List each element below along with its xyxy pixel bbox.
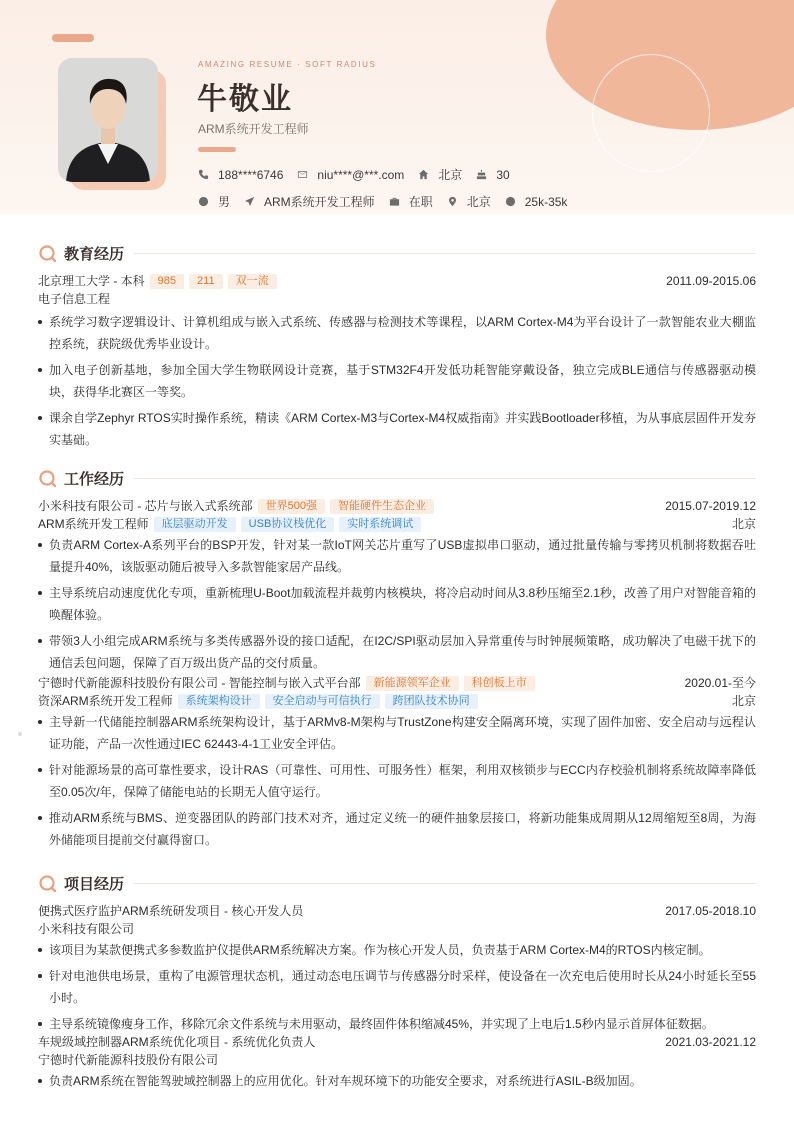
decorative-bar [52,34,94,42]
list-item: 负责ARM系统在智能驾驶域控制器上的应用优化。针对车规环境下的功能安全要求，对系统进行ASIL-B级加固。 [38,1070,756,1092]
magnifier-icon [38,243,58,263]
company-name: 宁德时代新能源科技股份有限公司 - 智能控制与嵌入式平台部 [38,676,361,690]
candidate-title: ARM系统开发工程师 [198,122,309,136]
company-tag: 智能硬件生态企业 [330,499,434,514]
home-text: 北京 [438,168,463,182]
job-company-row [38,497,756,515]
school-name: 北京理工大学 - 本科 [38,274,145,288]
school-tag: 211 [189,274,223,289]
company-name: 小米科技有限公司 - 芯片与嵌入式系统部 [38,499,253,513]
home-icon [418,169,429,180]
skill-tag: 系统架构设计 [178,694,260,709]
list-item: 主导系统启动速度优化专项，重新梳理U-Boot加载流程并裁剪内核模块，将冷启动时间从3.8秒压缩至2.1秒，改善了用户对智能音箱的唤醒体验。 [38,582,756,626]
list-item: 带领3人小组完成ARM系统与多类传感器外设的接口适配，在I2C/SPI驱动层加入异常重传与时钟展频策略，成功解决了电磁干扰下的通信丢包问题，保障了百万级出货产品的交付质量。 [38,630,756,674]
intent-info [244,193,375,210]
job-entry [38,497,756,674]
age-text: 30 [496,167,510,182]
job-date: 2020.01-至今 [684,676,756,690]
skill-tag: 底层驱动开发 [154,517,236,532]
project-company-row [38,920,756,938]
gender-info [198,193,230,210]
education-header [38,243,756,263]
contact-row [198,166,524,183]
work-section [38,468,756,855]
gender-text: 男 [218,195,231,209]
major-name: 电子信息工程 [38,292,111,306]
candidate-name: 牛敬业 [197,83,293,116]
job-company-row [38,674,756,692]
project-company: 小米科技有限公司 [38,922,135,936]
decorative-dot [18,732,22,736]
skill-tag: USB协议栈优化 [241,517,335,532]
cake-icon [476,169,487,180]
age-info [476,168,509,182]
skill-tag: 跨团队技术协同 [385,694,478,709]
gender-icon [198,196,209,207]
section-divider [134,883,756,884]
job-entry [38,674,756,851]
section-divider [134,253,756,254]
list-item: 针对电池供电场景，重构了电源管理状态机，通过动态电压调节与传感器分时采样，使设备在一次充电后使用时长从24小时延长至55小时。 [38,965,756,1009]
job-intent-row [198,193,581,210]
education-title: 教育经历 [64,245,125,263]
avatar-photo [58,58,158,182]
list-item: 主导系统镜像瘦身工作，移除冗余文件系统与未用驱动，最终固件体积缩减45%，并实现了上电后1.5秒内显示首屏体征数据。 [38,1013,756,1035]
project-company: 宁德时代新能源科技股份有限公司 [38,1053,219,1067]
projects-title: 项目经历 [64,875,125,893]
job-role-row [38,515,756,533]
projects-section [38,873,756,1096]
magnifier-icon [38,468,58,488]
skill-tag: 安全启动与可信执行 [265,694,380,709]
education-school-row [38,272,756,290]
resume-header [0,0,794,214]
salary-text: 25k-35k [524,194,568,209]
job-bullets [38,711,756,851]
job-city: 北京 [731,517,756,531]
salary-icon [505,196,516,207]
work-title: 工作经历 [64,470,125,488]
project-date: 2017.05-2018.10 [665,904,756,918]
job-date: 2015.07-2019.12 [665,499,756,513]
company-tag: 科创板上市 [464,676,535,691]
skill-tag: 实时系统调试 [339,517,421,532]
status-text: 在职 [408,195,433,209]
list-item: 针对能源场景的高可靠性要求，设计RAS（可靠性、可用性、可服务性）框架，利用双核锁步与ECC内存校验机制将系统故障率降低至0.05次/年，保障了储能电站的长期无人值守运行。 [38,759,756,803]
project-date: 2021.03-2021.12 [665,1035,756,1049]
school-tag: 985 [150,274,184,289]
role-name: ARM系统开发工程师 [38,517,149,531]
decorative-ring [592,54,710,172]
company-tag: 新能源领军企业 [366,676,459,691]
list-item: 该项目为某款便携式多参数监护仪提供ARM系统解决方案。作为核心开发人员，负责基于ARM Cortex-M4的RTOS内核定制。 [38,939,756,961]
status-info [389,193,433,210]
location-pin-icon [447,196,458,207]
project-entry [38,902,756,1035]
education-bullets [38,311,756,451]
section-divider [134,478,756,479]
list-item: 加入电子创新基地，参加全国大学生物联网设计竞赛，基于STM32F4开发低功耗智能穿戴设备，独立完成BLE通信与传感器驱动模块，获得华北赛区一等奖。 [38,359,756,403]
projects-header [38,873,756,893]
email-info [297,168,404,182]
project-bullets [38,1070,756,1092]
list-item: 系统学习数字逻辑设计、计算机组成与嵌入式系统、传感器与检测技术等课程，以ARM Cortex-M4为平台设计了一款智能农业大棚监控系统，获院级优秀毕业设计。 [38,311,756,355]
home-info [418,166,462,183]
resume-tagline: AMAZING RESUME · SOFT RADIUS [198,60,377,69]
salary-info [505,195,568,209]
phone-icon [198,169,209,180]
project-entry [38,1033,756,1092]
magnifier-icon [38,873,58,893]
job-city: 北京 [731,694,756,708]
mail-icon [297,169,308,180]
phone-info [198,168,283,182]
education-major-row [38,290,756,308]
project-bullets [38,939,756,1035]
email-text: niu****@***.com [317,167,405,182]
list-item: 主导新一代储能控制器ARM系统架构设计，基于ARMv8-M架构与TrustZone构建安全隔离环境，实现了固件加密、安全启动与远程认证功能，产品一次性通过IEC 62443-4-1工业安全评估。 [38,711,756,755]
project-name-row [38,902,756,920]
city-text: 北京 [466,195,491,209]
role-name: 资深ARM系统开发工程师 [38,694,173,708]
job-role-row [38,692,756,710]
work-header [38,468,756,488]
project-company-row [38,1051,756,1069]
list-item: 负责ARM Cortex-A系列平台的BSP开发，针对某一款IoT网关芯片重写了USB虚拟串口驱动，通过批量传输与零拷贝机制将数据吞吐量提升40%，该版驱动随后被导入多款智能家居产品线。 [38,534,756,578]
project-name: 车规级域控制器ARM系统优化项目 - 系统优化负责人 [38,1035,316,1049]
list-item: 推动ARM系统与BMS、逆变器团队的跨部门技术对齐，通过定义统一的硬件抽象层接口，将新功能集成周期从12周缩短至8周，为海外储能项目提前交付赢得窗口。 [38,807,756,851]
education-date: 2011.09-2015.06 [666,274,756,288]
school-tag: 双一流 [228,274,277,289]
list-item: 课余自学Zephyr RTOS实时操作系统，精读《ARM Cortex-M3与Cortex-M4权威指南》并实践Bootloader移植，为从事底层固件开发夯实基础。 [38,407,756,451]
title-underline [198,147,236,152]
project-name-row [38,1033,756,1051]
company-tag: 世界500强 [258,499,325,514]
intent-text: ARM系统开发工程师 [264,195,375,209]
education-section [38,243,756,455]
project-name: 便携式医疗监护ARM系统研发项目 - 核心开发人员 [38,904,304,918]
job-bullets [38,534,756,674]
send-icon [244,196,255,207]
briefcase-icon [389,196,400,207]
city-info [447,193,491,210]
phone-text: 188****6746 [218,167,284,182]
